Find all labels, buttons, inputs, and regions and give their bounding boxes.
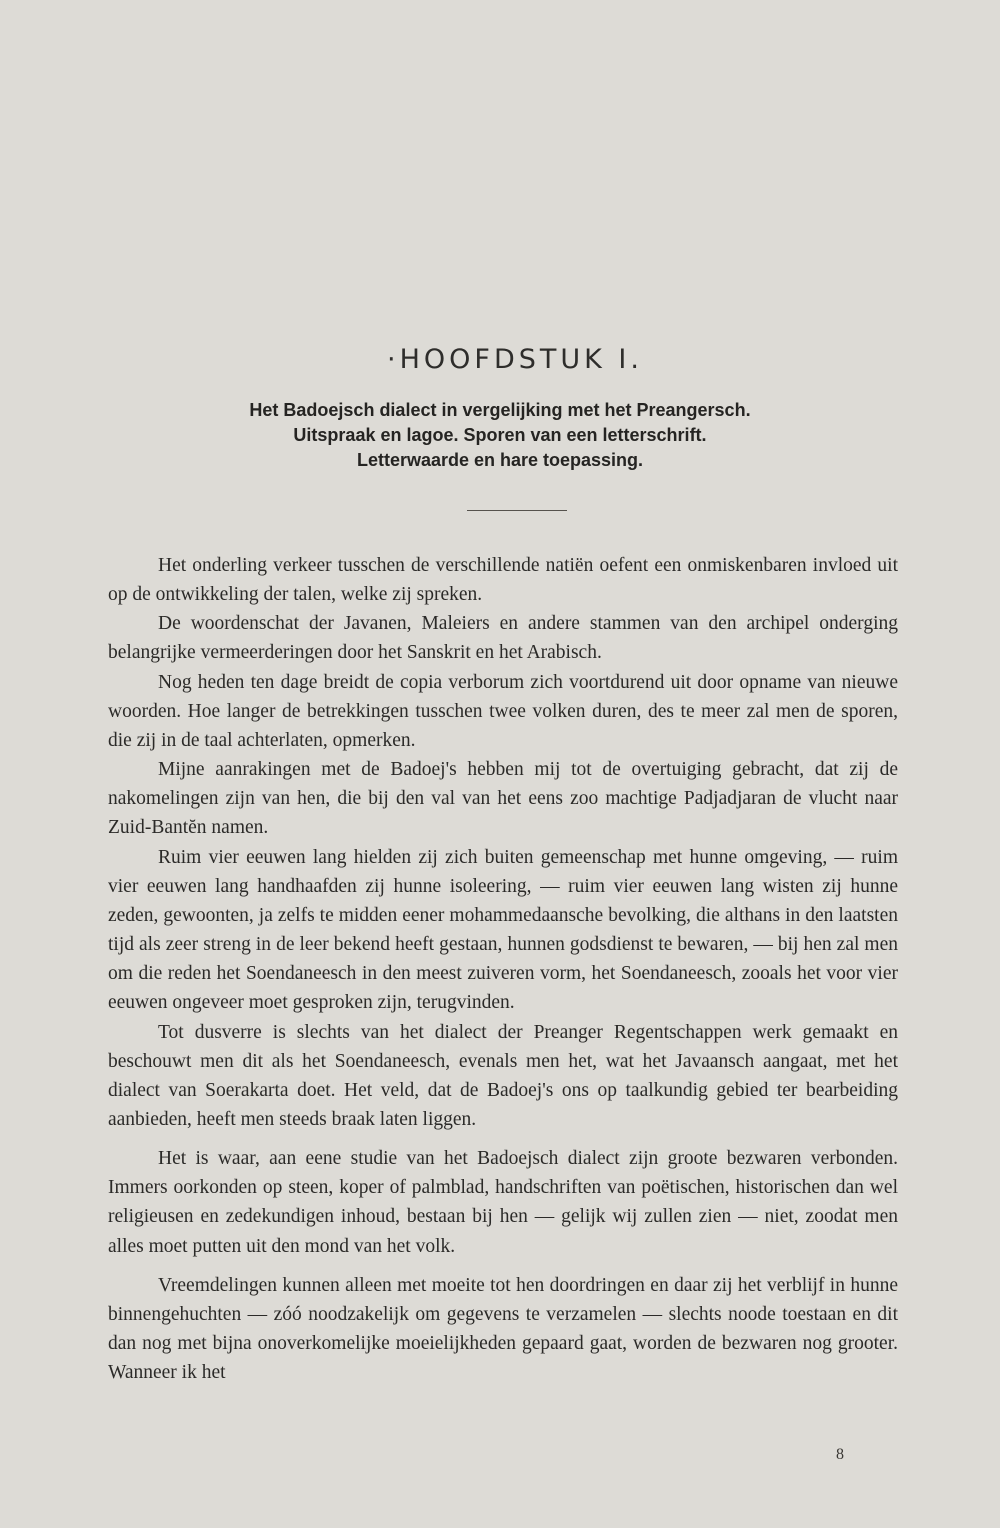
paragraph: Nog heden ten dage breidt de copia verborum zich voortdurend uit door opname van nieuwe woorden. Hoe langer de betrekkingen tusschen twee volken duren, des te meer zal men de sporen, die zij in de taal achterlaten, opmerken. xyxy=(108,671,898,751)
section-divider xyxy=(467,510,567,511)
paragraph: Tot dusverre is slechts van het dialect der Preanger Regentschappen werk gemaakt en beschouwt men dit als het Soendaneesch, evenals men het, wat het Javaansch aangaat, met het dialect van Soerakarta doet. Het veld, dat de Badoej's ons op taalkundig gebied ter bearbeiding aanbieden, heeft men steeds braak laten liggen. xyxy=(108,1021,898,1130)
subtitle-line: Het Badoejsch dialect in vergelijking met het Preangersch. xyxy=(249,400,751,420)
paragraph: Het is waar, aan eene studie van het Badoejsch dialect zijn groote bezwaren verbonden. Immers oorkonden op steen, koper of palmblad, handschriften van poëtischen, historischen dan wel religieusen en zedekundigen inhoud, bestaan bij hen — gelijk wij zullen zien — niet, zoodat men alles moet putten uit den mond van het volk. xyxy=(108,1148,898,1257)
body-text xyxy=(108,551,898,1387)
paragraph: Ruim vier eeuwen lang hielden zij zich buiten gemeenschap met hunne omgeving, — ruim vier eeuwen lang handhaafden zij hunne isoleering, — ruim vier eeuwen lang wisten zij hunne zeden, gewoonten, ja zelfs te midden eener mohammedaansche bevolking, die althans in den laatsten tijd als zeer streng in de leer bekend heeft gestaan, hunnen godsdienst te bewaren, — bij hen zal men om die reden het Soendaneesch in den meest zuiveren vorm, het Soendaneesch, zooals het voor vier eeuwen ongeveer moet gesproken zijn, terugvinden. xyxy=(108,846,898,1014)
page-number: 8 xyxy=(836,1446,844,1463)
subtitle-line: Letterwaarde en hare toepassing. xyxy=(356,450,644,470)
paragraph: De woordenschat der Javanen, Maleiers en andere stammen van den archipel onderging belangrijke vermeerderingen door het Sanskrit en het Arabisch. xyxy=(108,613,898,664)
chapter-subtitles xyxy=(0,398,1000,473)
paragraph: Het onderling verkeer tusschen de verschillende natiën oefent een onmiskenbaren invloed uit op de ontwikkeling der talen, welke zij spreken. xyxy=(108,555,898,606)
chapter-title: ·HOOFDSTUK I. xyxy=(387,344,643,375)
paragraph: Mijne aanrakingen met de Badoej's hebben mij tot de overtuiging gebracht, dat zij de nakomelingen zijn van hen, die bij den val van het eens zoo machtige Padjadjaran de vlucht naar Zuid-Bantĕn namen. xyxy=(108,759,898,839)
subtitle-line: Uitspraak en lagoe. Sporen van een letterschrift. xyxy=(293,425,707,445)
paragraph: Vreemdelingen kunnen alleen met moeite tot hen doordringen en daar zij het verblijf in hunne binnengehuchten — zóó noodzakelijk om gegevens te verzamelen — slechts noode toestaan en dit dan nog met bijna onoverkomelijke moeielijkheden gepaard gaat, worden de bezwaren nog grooter. Wanneer ik het xyxy=(108,1274,898,1384)
